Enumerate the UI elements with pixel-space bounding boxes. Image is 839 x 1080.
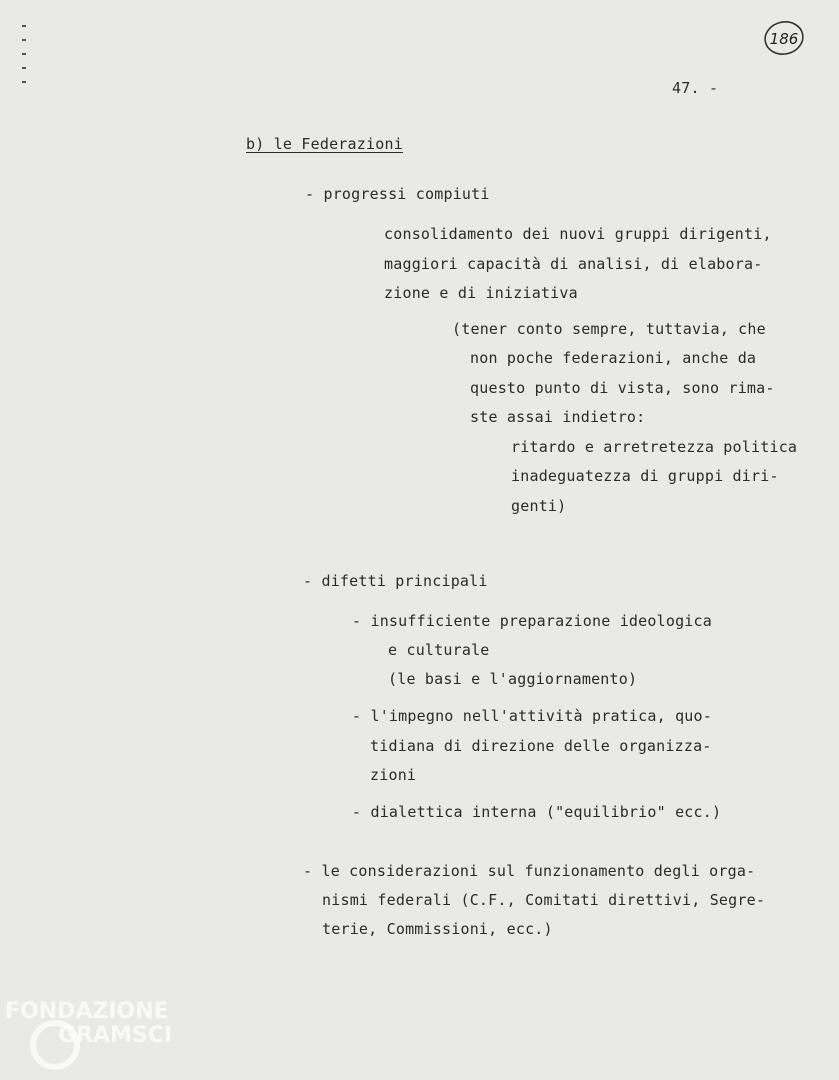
text-line: zioni [370,766,417,784]
stamp-number: 186 [769,30,799,48]
text-line: terie, Commissioni, ecc.) [322,920,553,938]
text-line: - insufficiente preparazione ideologica [352,612,712,630]
text-line: genti) [511,497,567,515]
text-line: inadeguatezza di gruppi diri- [511,467,779,485]
fondazione-gramsci-watermark [0,990,210,1070]
text-line: - dialettica interna ("equilibrio" ecc.) [352,803,722,821]
text-line: e culturale [388,641,490,659]
text-line: nismi federali (C.F., Comitati direttivi, Segre- [322,891,766,909]
archive-stamp [762,18,806,58]
text-line: maggiori capacità di analisi, di elabora- [384,255,763,273]
text-line: ritardo e arretretezza politica [511,438,798,456]
text-line: - le considerazioni sul funzionamento degli orga- [303,862,756,880]
margin-marks [22,25,26,95]
text-line: consolidamento dei nuovi gruppi dirigenti, [384,225,772,243]
text-line: tidiana di direzione delle organizza- [370,737,712,755]
text-line: zione e di iniziativa [384,284,578,302]
section-heading: b) le Federazioni [246,135,403,153]
svg-text:GRAMSCI: GRAMSCI [58,1023,173,1048]
text-line: non poche federazioni, anche da [470,349,757,367]
text-line: questo punto di vista, sono rima- [470,379,775,397]
text-line: - l'impegno nell'attività pratica, quo- [352,707,712,725]
text-line: (le basi e l'aggiornamento) [388,670,638,688]
text-line: - progressi compiuti [305,185,490,203]
text-line: ste assai indietro: [470,408,646,426]
text-line: - difetti principali [303,572,488,590]
text-line: (tener conto sempre, tuttavia, che [452,320,766,338]
svg-text:FONDAZIONE: FONDAZIONE [5,999,169,1024]
page-number: 47. - [672,79,719,97]
